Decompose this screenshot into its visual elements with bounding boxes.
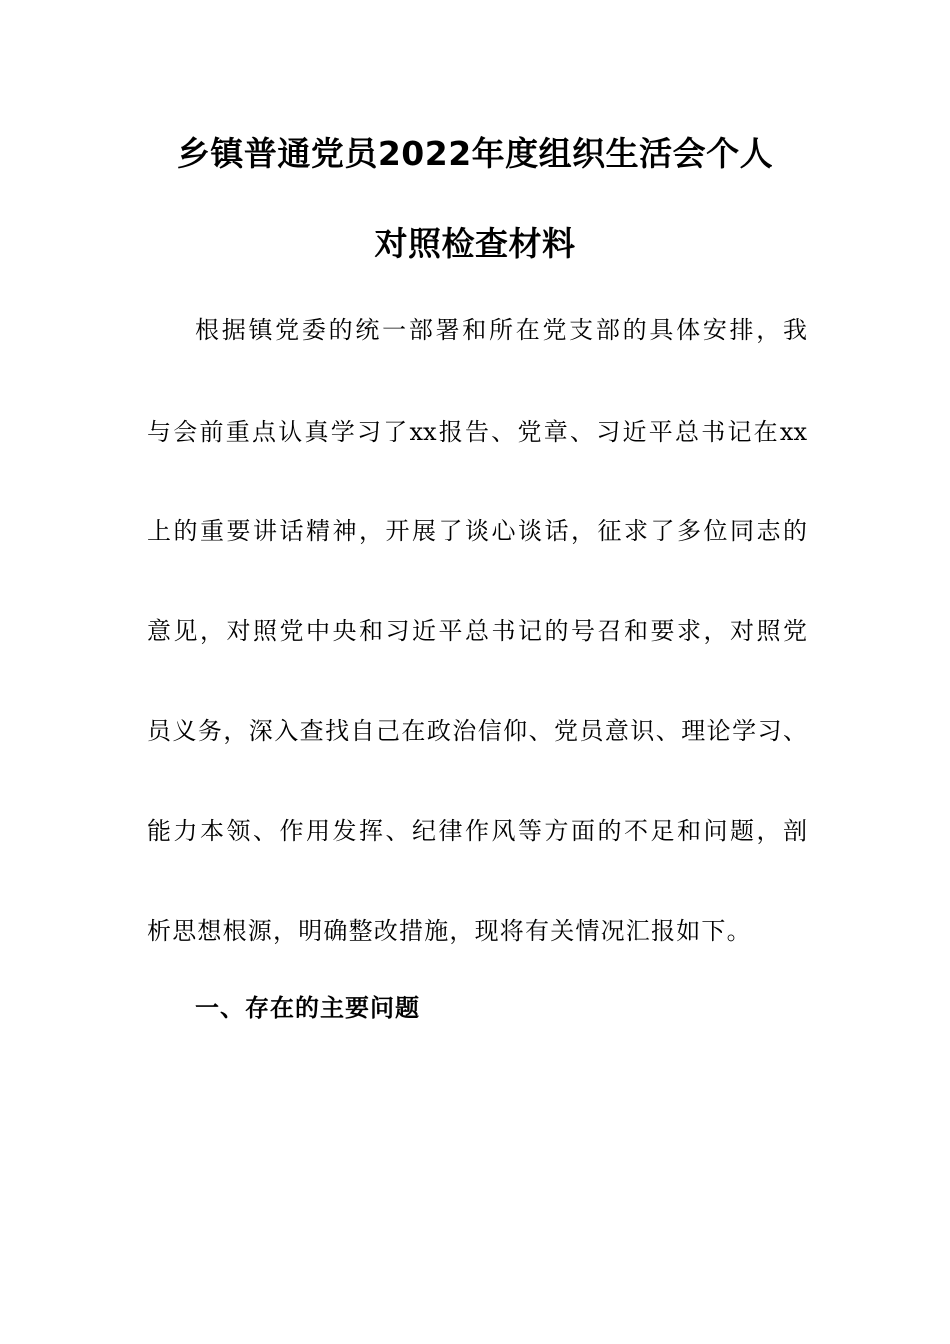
paragraph-line-5: 员义务，深入查找自己在政治信仰、党员意识、理论学习、 <box>147 717 807 745</box>
paragraph-line-6: 能力本领、作用发挥、纪律作风等方面的不足和问题，剖 <box>147 817 807 845</box>
section-heading: 一、存在的主要问题 <box>195 994 420 1022</box>
paragraph-line-2: 与会前重点认真学习了xx报告、党章、习近平总书记在xx <box>147 418 807 446</box>
paragraph-line-7: 析思想根源，明确整改措施，现将有关情况汇报如下。 <box>147 917 752 945</box>
document-title-line-2: 对照检查材料 <box>374 224 576 263</box>
document-title-line-1: 乡镇普通党员2022年度组织生活会个人 <box>176 134 774 173</box>
paragraph-line-4: 意见，对照党中央和习近平总书记的号召和要求，对照党 <box>147 617 807 645</box>
paragraph-line-3: 上的重要讲话精神，开展了谈心谈话，征求了多位同志的 <box>147 517 807 545</box>
paragraph-line-1: 根据镇党委的统一部署和所在党支部的具体安排，我 <box>195 316 807 344</box>
